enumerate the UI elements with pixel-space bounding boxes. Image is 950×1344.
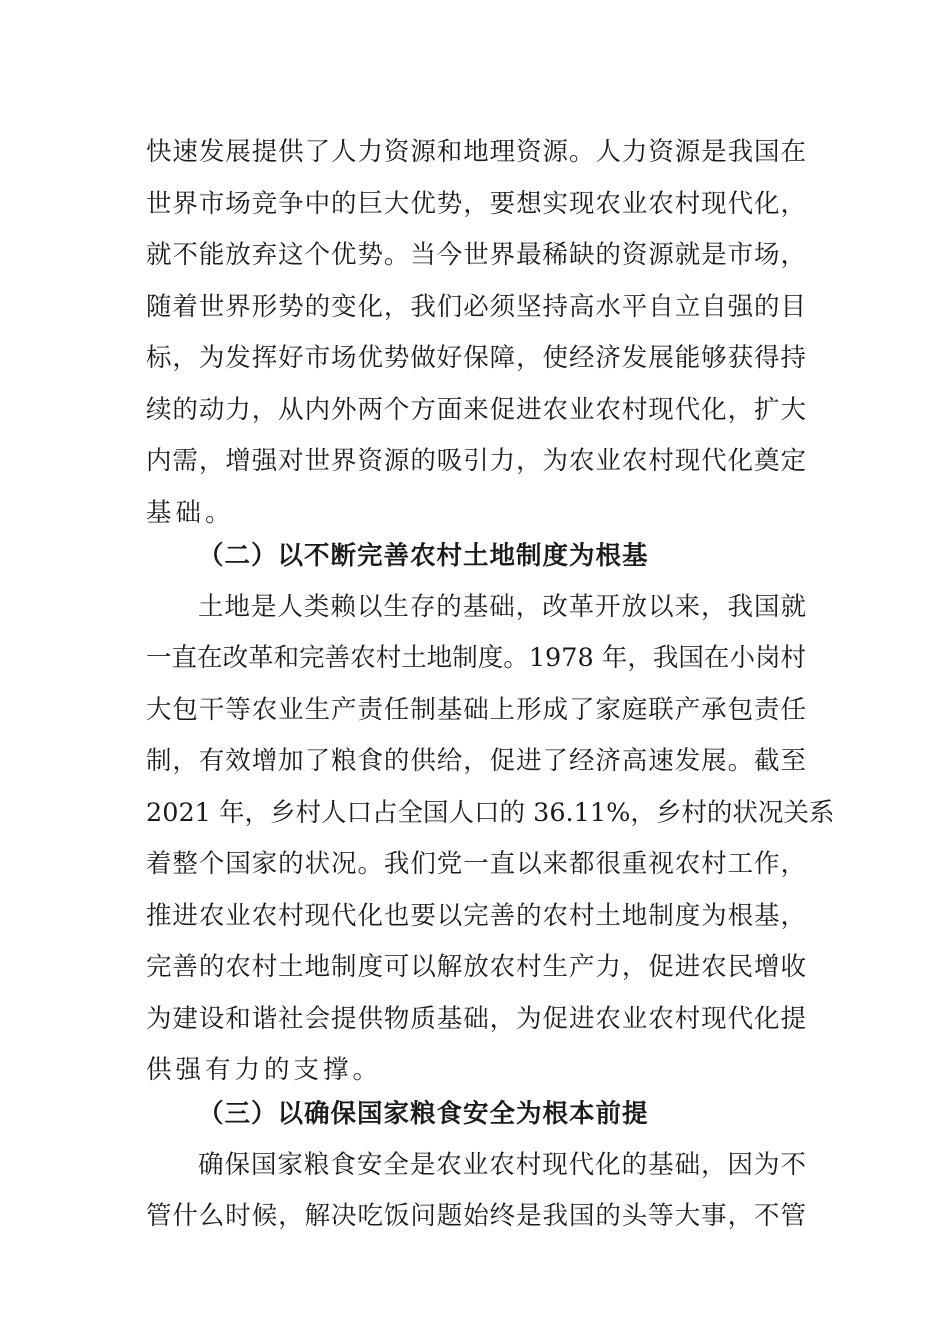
paragraph-2-line-1: 土地是人类赖以生存的基础，改革开放以来，我国就 bbox=[198, 592, 806, 622]
paragraph-1-line-1: 快速发展提供了人力资源和地理资源。人力资源是我国在 bbox=[146, 137, 806, 167]
paragraph-2-line-5: 2021 年，乡村人口占全国人口的 36.11%，乡村的状况关系 bbox=[146, 798, 835, 828]
paragraph-2-line-7: 推进农业农村现代化也要以完善的农村土地制度为根基， bbox=[146, 901, 806, 931]
paragraph-3-line-1: 确保国家粮食安全是农业农村现代化的基础，因为不 bbox=[198, 1150, 806, 1180]
paragraph-3-line-2: 管什么时候，解决吃饭问题始终是我国的头等大事，不管 bbox=[146, 1201, 806, 1231]
paragraph-2-line-9: 为建设和谐社会提供物质基础，为促进农业农村现代化提 bbox=[146, 1004, 806, 1034]
paragraph-1-line-2: 世界市场竞争中的巨大优势，要想实现农业农村现代化， bbox=[146, 189, 806, 219]
paragraph-1-line-5: 标，为发挥好市场优势做好保障，使经济发展能够获得持 bbox=[146, 343, 806, 373]
section-heading-2: （二）以不断完善农村土地制度为根基 bbox=[198, 541, 649, 571]
paragraph-1-line-4: 随着世界形势的变化，我们必须坚持高水平自立自强的目 bbox=[146, 292, 806, 322]
paragraph-2-line-6: 着整个国家的状况。我们党一直以来都很重视农村工作， bbox=[146, 849, 806, 879]
paragraph-2-line-4: 制，有效增加了粮食的供给，促进了经济高速发展。截至 bbox=[146, 746, 806, 776]
paragraph-1-line-6: 续的动力，从内外两个方面来促进农业农村现代化，扩大 bbox=[146, 395, 806, 425]
paragraph-2-line-2: 一直在改革和完善农村土地制度。1978 年，我国在小岗村 bbox=[146, 643, 806, 673]
paragraph-2-line-3: 大包干等农业生产责任制基础上形成了家庭联产承包责任 bbox=[146, 695, 806, 725]
paragraph-1-line-7: 内需，增强对世界资源的吸引力，为农业农村现代化奠定 bbox=[146, 446, 806, 476]
paragraph-2-line-8: 完善的农村土地制度可以解放农村生产力，促进农民增收 bbox=[146, 952, 806, 982]
paragraph-2-line-10: 供强有力的支撑。 bbox=[146, 1055, 383, 1085]
section-heading-3: （三）以确保国家粮食安全为根本前提 bbox=[198, 1099, 649, 1129]
paragraph-1-line-8: 基础。 bbox=[146, 498, 235, 528]
paragraph-1-line-3: 就不能放弃这个优势。当今世界最稀缺的资源就是市场， bbox=[146, 240, 806, 270]
